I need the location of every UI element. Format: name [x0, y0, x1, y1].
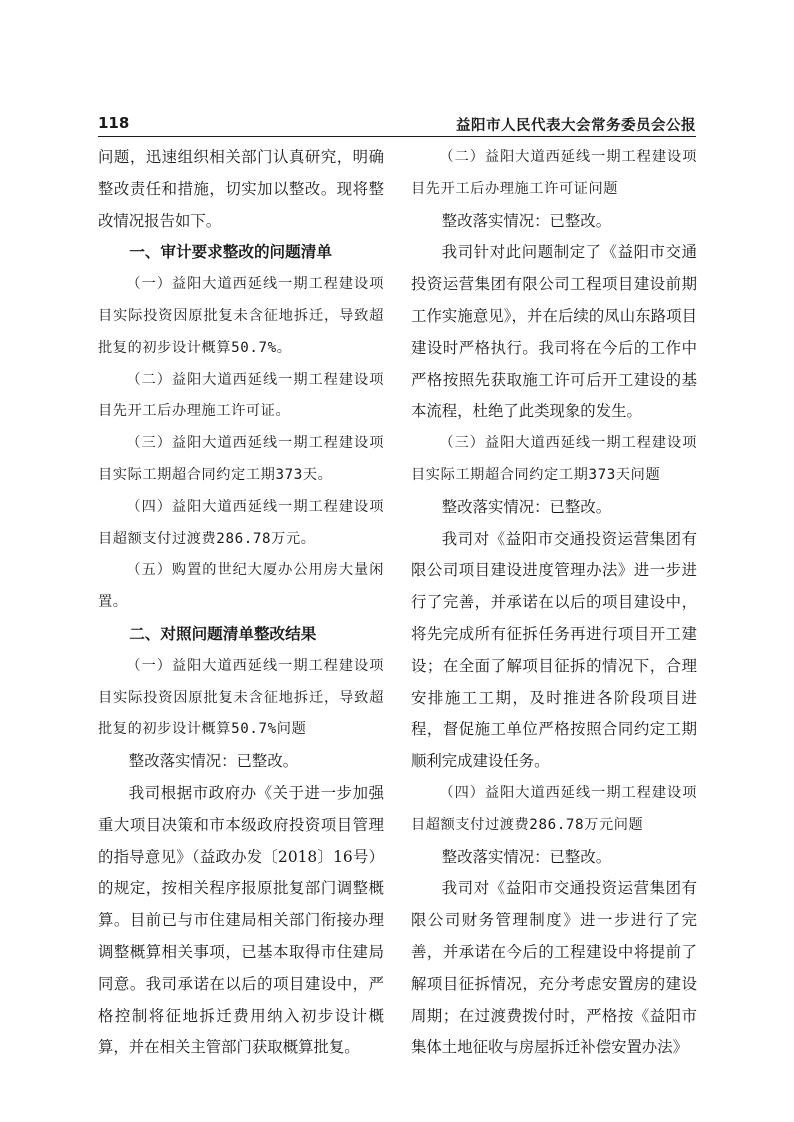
sub-item: （五）购置的世纪大厦办公用房大量闲置。	[98, 562, 384, 611]
body-paragraph: 问题，迅速组织相关部门认真研究，明确整改责任和措施，切实加以整改。现将整改情况报告如下。	[98, 148, 384, 230]
left-column	[98, 142, 384, 1082]
publication-title: 益阳市人民代表大会常务委员会公报	[456, 118, 696, 134]
right-column	[411, 142, 697, 1082]
status-paragraph: 整改落实情况：已整改。	[128, 752, 299, 771]
section-heading: 一、审计要求整改的问题清单	[129, 243, 332, 262]
sub-item: （四）益阳大道西延线一期工程建设项目超额支付过渡费286.78万元。	[98, 498, 384, 547]
sub-item: （四）益阳大道西延线一期工程建设项目超额支付过渡费286.78万元问题	[411, 784, 697, 833]
body-paragraph: 我司针对此问题制定了《益阳市交通投资运营集团有限公司工程项目建设前期工作实施意见》，并在后续的凤山东路项目建设时严格执行。我司将在今后的工作中严格按照先获取施工许可后开工建设的基本流程，杜绝了此类现象的发生。	[411, 243, 697, 421]
status-paragraph: 整改落实情况：已整改。	[441, 847, 612, 866]
sub-item: （二）益阳大道西延线一期工程建设项目先开工后办理施工许可证问题	[411, 149, 697, 197]
body-paragraph: 我司根据市政府办《关于进一步加强重大项目决策和市本级政府投资项目管理的指导意见》（益政办发〔2018〕16号）的规定，按相关程序报原批复部门调整概算。目前已与市住建局相关部门衔接办理调整概算相关事项，已基本取得市住建局同意。我司承诺在以后的项目建设中，严格控制将征地拆迁费用纳入初步设计概算，并在相关主管部门获取概算批复。	[98, 783, 384, 1057]
page-header	[98, 112, 696, 137]
page-number: 118	[98, 114, 130, 132]
sub-item: （二）益阳大道西延线一期工程建设项目先开工后办理施工许可证。	[98, 371, 384, 420]
status-paragraph: 整改落实情况：已整改。	[441, 497, 612, 516]
body-paragraph: 我司对《益阳市交通投资运营集团有限公司项目建设进度管理办法》进一步进行了完善，并承诺在以后的项目建设中，将先完成所有征拆任务再进行项目开工建设；在全面了解项目征拆的情况下，合理安排施工工期，及时推进各阶段项目进程，督促施工单位严格按照合同约定工期顺利完成建设任务。	[411, 529, 697, 771]
sub-item: （一）益阳大道西延线一期工程建设项目实际投资因原批复未含征地拆迁，导致超批复的初步设计概算50.7%问题	[98, 657, 384, 738]
sub-item: （三）益阳大道西延线一期工程建设项目实际工期超合同约定工期373天问题	[411, 435, 697, 483]
body-paragraph: 我司对《益阳市交通投资运营集团有限公司财务管理制度》进一步进行了完善，并承诺在今后的工程建设中将提前了解项目征拆情况，充分考虑安置房的建设周期；在过渡费拨付时，严格按《益阳市集体土地征收与房屋拆迁补偿安置办法》	[411, 879, 697, 1057]
sub-item: （三）益阳大道西延线一期工程建设项目实际工期超合同约定工期373天。	[98, 435, 384, 483]
status-paragraph: 整改落实情况：已整改。	[441, 211, 612, 230]
section-heading: 二、对照问题清单整改结果	[129, 624, 317, 643]
sub-item: （一）益阳大道西延线一期工程建设项目实际投资因原批复未含征地拆迁，导致超批复的初步设计概算50.7%。	[98, 276, 384, 356]
